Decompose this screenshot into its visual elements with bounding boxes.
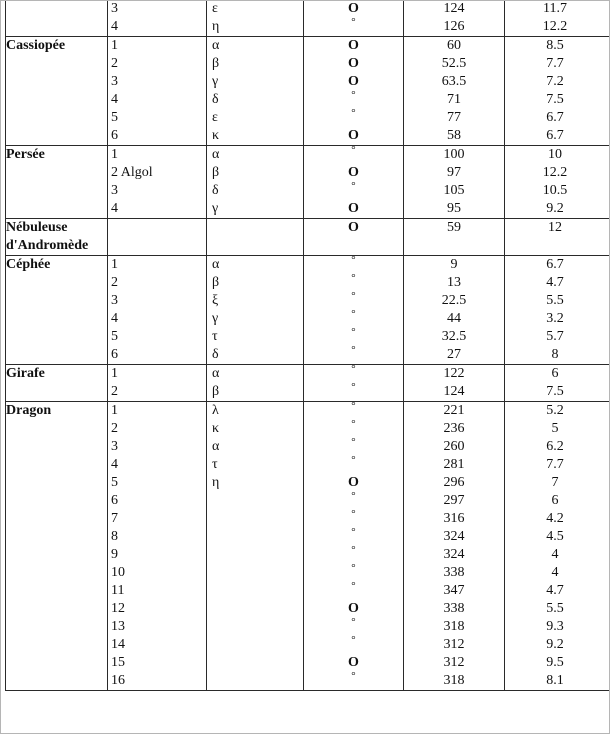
star-number: 2 (111, 56, 118, 71)
value-col1-cell (404, 219, 505, 256)
greek-letter: κ (212, 421, 220, 436)
open-circle-large-icon: O (348, 38, 359, 53)
star-number: 3 (111, 74, 118, 89)
value-col2 (505, 237, 609, 255)
value-col2: 5.7 (546, 329, 564, 344)
constellation-row (6, 219, 610, 256)
value-col2: 7.5 (546, 92, 564, 107)
degree-circle-icon: ° (351, 290, 356, 302)
greek-letter: ε (212, 110, 218, 125)
marker-symbol (304, 346, 403, 364)
value-col1-cell (404, 146, 505, 219)
value-col1: 32.5 (441, 329, 467, 344)
marker-symbol (304, 182, 403, 200)
star-number: 4 (111, 311, 118, 326)
constellation-row (6, 256, 610, 365)
star-number: 4 (111, 201, 118, 216)
greek-letter (207, 618, 303, 636)
value-col1: 312 (443, 655, 465, 670)
value-col2: 8.5 (546, 38, 564, 53)
constellation-name-line: d'Andromède (6, 238, 89, 253)
star-number: 1 (111, 147, 118, 162)
degree-circle-icon: ° (351, 16, 356, 28)
greek-letter (207, 672, 303, 690)
constellation-name (6, 219, 108, 256)
star-number: 12 (111, 601, 125, 616)
constellation-row (6, 37, 610, 146)
value-col2: 4 (551, 547, 559, 562)
value-col1: 122 (443, 366, 465, 381)
value-col1: 318 (443, 619, 465, 634)
constellation-name-line: Nébuleuse (6, 220, 68, 235)
marker-symbol (304, 582, 403, 600)
open-circle-large-icon: O (348, 475, 359, 490)
greek-letter: η (212, 475, 220, 490)
degree-circle-icon: ° (351, 180, 356, 192)
open-circle-large-icon: O (348, 128, 359, 143)
star-number: 5 (111, 475, 118, 490)
value-col2-cell (505, 219, 610, 256)
value-col2: 7.2 (546, 74, 564, 89)
degree-circle-icon: ° (351, 400, 356, 412)
value-col1: 281 (443, 457, 465, 472)
degree-circle-icon: ° (351, 144, 356, 156)
star-number: 1 (111, 366, 118, 381)
degree-circle-icon: ° (351, 526, 356, 538)
star-number-cell (108, 402, 207, 691)
greek-letter: α (212, 366, 220, 381)
value-col1: 105 (443, 183, 465, 198)
value-col1: 126 (443, 19, 465, 34)
value-col2: 12.2 (542, 165, 568, 180)
value-col2: 3.2 (546, 311, 564, 326)
greek-letter: ξ (212, 293, 219, 308)
star-number: 2 (111, 275, 118, 290)
greek-letter: δ (212, 183, 219, 198)
star-number: 2 (111, 384, 118, 399)
greek-letter-cell (207, 402, 304, 691)
star-number: 9 (111, 547, 118, 562)
greek-letter: δ (212, 347, 219, 362)
value-col2: 6.7 (546, 257, 564, 272)
value-col1: 338 (443, 601, 465, 616)
value-col1: 95 (447, 201, 461, 216)
constellation-name-line: Girafe (6, 366, 45, 381)
degree-circle-icon: ° (351, 670, 356, 682)
constellation-name (6, 146, 108, 219)
value-col1-cell (404, 256, 505, 365)
value-col2: 5.5 (546, 293, 564, 308)
marker-symbol (304, 37, 403, 55)
marker-symbol (304, 237, 403, 255)
constellation-name (6, 365, 108, 402)
value-col1: 236 (443, 421, 465, 436)
constellation-name-line: Cassiopée (6, 38, 66, 53)
greek-letter (207, 510, 303, 528)
marker-symbol (304, 109, 403, 127)
star-number: 6 (111, 128, 118, 143)
star-number (108, 237, 206, 255)
constellation-name-line (6, 0, 107, 18)
value-col2: 10 (548, 147, 562, 162)
degree-circle-icon: ° (351, 381, 356, 393)
greek-letter (207, 492, 303, 510)
value-col1: 124 (443, 1, 465, 16)
value-col2-cell (505, 256, 610, 365)
degree-circle-icon: ° (351, 508, 356, 520)
constellation-name-line: Céphée (6, 257, 51, 272)
greek-letter (207, 219, 303, 237)
open-circle-large-icon: O (348, 601, 359, 616)
degree-circle-icon: ° (351, 490, 356, 502)
constellation-name (6, 402, 108, 691)
value-col1 (404, 237, 504, 255)
open-circle-large-icon: O (348, 165, 359, 180)
value-col2: 5 (551, 421, 559, 436)
greek-letter: λ (212, 403, 219, 418)
value-col1: 22.5 (441, 293, 467, 308)
star-number: 5 (111, 329, 118, 344)
value-col2: 6 (551, 493, 559, 508)
star-number: 1 (111, 257, 118, 272)
degree-circle-icon: ° (351, 363, 356, 375)
value-col2-cell (505, 365, 610, 402)
value-col1: 13 (447, 275, 461, 290)
value-col2: 9.2 (546, 637, 564, 652)
value-col2: 9.2 (546, 201, 564, 216)
marker-cell (304, 0, 404, 37)
star-number: 3 (111, 439, 118, 454)
open-circle-large-icon: O (348, 220, 359, 235)
degree-circle-icon: ° (351, 272, 356, 284)
value-col2: 6.2 (546, 439, 564, 454)
open-circle-large-icon: O (348, 655, 359, 670)
open-circle-large-icon: O (348, 56, 359, 71)
star-number: 5 (111, 110, 118, 125)
value-col2-cell (505, 146, 610, 219)
marker-symbol (304, 219, 403, 237)
star-number: 6 (111, 347, 118, 362)
star-number: 4 (111, 92, 118, 107)
value-col1: 60 (447, 38, 461, 53)
degree-circle-icon: ° (351, 326, 356, 338)
greek-letter-cell (207, 256, 304, 365)
constellation-name-line: Persée (6, 147, 45, 162)
star-number-cell (108, 365, 207, 402)
star-number: 10 (111, 565, 125, 580)
value-col2: 9.3 (546, 619, 564, 634)
value-col2: 7.7 (546, 56, 564, 71)
constellation-name (6, 256, 108, 365)
star-number: 4 (111, 19, 118, 34)
degree-circle-icon: ° (351, 418, 356, 430)
degree-circle-icon: ° (351, 344, 356, 356)
value-col1: 297 (443, 493, 465, 508)
constellation-row (6, 0, 610, 37)
value-col1: 97 (447, 165, 461, 180)
value-col1: 44 (447, 311, 461, 326)
value-col2: 12.2 (542, 19, 568, 34)
greek-letter: γ (212, 311, 219, 326)
marker-cell (304, 365, 404, 402)
degree-circle-icon: ° (351, 89, 356, 101)
constellation-row (6, 402, 610, 691)
degree-circle-icon: ° (351, 254, 356, 266)
greek-letter: κ (212, 128, 220, 143)
star-number: 15 (111, 655, 125, 670)
star-number: 16 (111, 673, 125, 688)
star-number: 3 (111, 1, 118, 16)
value-col1: 296 (443, 475, 465, 490)
marker-symbol (304, 636, 403, 654)
star-number-cell (108, 37, 207, 146)
star-number: 8 (111, 529, 118, 544)
constellation-name (6, 0, 108, 37)
constellation-name-line: Dragon (6, 403, 52, 418)
star-number: 13 (111, 619, 125, 634)
constellation-row (6, 365, 610, 402)
value-col1: 318 (443, 673, 465, 688)
greek-letter-cell (207, 0, 304, 37)
greek-letter: η (212, 19, 220, 34)
greek-letter (207, 600, 303, 618)
star-number: 3 (111, 293, 118, 308)
greek-letter: α (212, 257, 220, 272)
greek-letter: β (212, 56, 220, 71)
degree-circle-icon: ° (351, 544, 356, 556)
greek-letter: β (212, 275, 220, 290)
value-col2: 8 (551, 347, 559, 362)
greek-letter (207, 564, 303, 582)
value-col2: 4.5 (546, 529, 564, 544)
value-col1: 324 (443, 529, 465, 544)
degree-circle-icon: ° (351, 616, 356, 628)
star-number: 2 Algol (111, 165, 153, 180)
value-col2: 4.7 (546, 583, 564, 598)
constellation-row (6, 146, 610, 219)
value-col1: 221 (443, 403, 465, 418)
value-col1: 312 (443, 637, 465, 652)
value-col2: 6 (551, 366, 559, 381)
star-number: 2 (111, 421, 118, 436)
greek-letter (207, 237, 303, 255)
value-col2: 7.5 (546, 384, 564, 399)
value-col2: 4 (551, 565, 559, 580)
greek-letter: β (212, 165, 220, 180)
greek-letter (207, 654, 303, 672)
degree-circle-icon: ° (351, 634, 356, 646)
value-col2: 9.5 (546, 655, 564, 670)
marker-symbol (304, 146, 403, 164)
marker-symbol (304, 383, 403, 401)
value-col1: 124 (443, 384, 465, 399)
open-circle-large-icon: O (348, 201, 359, 216)
marker-symbol (304, 127, 403, 145)
marker-cell (304, 219, 404, 256)
value-col1: 59 (447, 220, 461, 235)
value-col2: 10.5 (542, 183, 568, 198)
greek-letter: δ (212, 92, 219, 107)
value-col1: 338 (443, 565, 465, 580)
star-number-cell (108, 219, 207, 256)
degree-circle-icon: ° (351, 107, 356, 119)
marker-symbol (304, 55, 403, 73)
value-col1: 9 (450, 257, 458, 272)
value-col2: 4.7 (546, 275, 564, 290)
value-col1: 316 (443, 511, 465, 526)
value-col2: 4.2 (546, 511, 564, 526)
marker-cell (304, 146, 404, 219)
degree-circle-icon: ° (351, 580, 356, 592)
greek-letter-cell (207, 365, 304, 402)
degree-circle-icon: ° (351, 562, 356, 574)
greek-letter: α (212, 147, 220, 162)
star-number (108, 219, 206, 237)
marker-cell (304, 256, 404, 365)
value-col1: 63.5 (441, 74, 467, 89)
value-col1: 52.5 (441, 56, 467, 71)
star-number: 7 (111, 511, 118, 526)
table-body (6, 0, 610, 691)
greek-letter-cell (207, 219, 304, 256)
greek-letter: α (212, 38, 220, 53)
star-number: 11 (111, 583, 125, 598)
value-col2: 6.7 (546, 110, 564, 125)
greek-letter: α (212, 439, 220, 454)
greek-letter (207, 546, 303, 564)
star-number: 4 (111, 457, 118, 472)
marker-symbol (304, 18, 403, 36)
value-col1-cell (404, 402, 505, 691)
value-col1: 27 (447, 347, 461, 362)
degree-circle-icon: ° (351, 454, 356, 466)
value-col1-cell (404, 37, 505, 146)
greek-letter (207, 636, 303, 654)
value-col1: 58 (447, 128, 461, 143)
constellation-name (6, 37, 108, 146)
marker-cell (304, 402, 404, 691)
value-col2: 5.2 (546, 403, 564, 418)
star-number: 3 (111, 183, 118, 198)
marker-symbol (304, 456, 403, 474)
value-col1-cell (404, 0, 505, 37)
star-number: 6 (111, 493, 118, 508)
value-col2: 5.5 (546, 601, 564, 616)
degree-circle-icon: ° (351, 308, 356, 320)
value-col1: 260 (443, 439, 465, 454)
marker-cell (304, 37, 404, 146)
star-number: 1 (111, 38, 118, 53)
greek-letter: β (212, 384, 220, 399)
open-circle-large-icon: O (348, 1, 359, 16)
value-col2-cell (505, 37, 610, 146)
star-number-cell (108, 256, 207, 365)
greek-letter (207, 582, 303, 600)
star-number-cell (108, 0, 207, 37)
value-col1: 324 (443, 547, 465, 562)
value-col2: 12 (548, 220, 562, 235)
marker-symbol (304, 672, 403, 690)
open-circle-large-icon: O (348, 74, 359, 89)
star-number-cell (108, 146, 207, 219)
value-col1: 100 (443, 147, 465, 162)
value-col1: 71 (447, 92, 461, 107)
greek-letter: τ (212, 329, 218, 344)
value-col2: 8.1 (546, 673, 564, 688)
marker-symbol (304, 200, 403, 218)
value-col1: 347 (443, 583, 465, 598)
greek-letter-cell (207, 37, 304, 146)
greek-letter-cell (207, 146, 304, 219)
greek-letter: γ (212, 74, 219, 89)
value-col1: 77 (447, 110, 461, 125)
greek-letter: ε (212, 1, 218, 16)
star-number: 1 (111, 403, 118, 418)
value-col2: 7.7 (546, 457, 564, 472)
value-col1-cell (404, 365, 505, 402)
degree-circle-icon: ° (351, 436, 356, 448)
value-col2: 11.7 (543, 1, 567, 16)
star-number: 14 (111, 637, 125, 652)
value-col2: 7 (551, 475, 559, 490)
greek-letter: γ (212, 201, 219, 216)
value-col2-cell (505, 0, 610, 37)
value-col2-cell (505, 402, 610, 691)
greek-letter: τ (212, 457, 218, 472)
star-catalog-table (5, 0, 610, 691)
greek-letter (207, 528, 303, 546)
value-col2: 6.7 (546, 128, 564, 143)
